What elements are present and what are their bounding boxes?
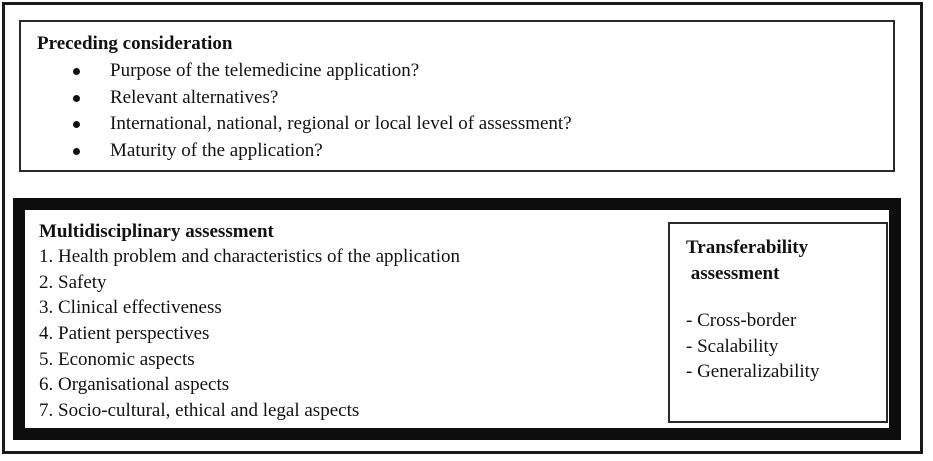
transferability-assessment-list	[686, 308, 819, 385]
list-item: 7. Socio-cultural, ethical and legal aspects	[39, 400, 360, 422]
list-item-text: Maturity of the application?	[110, 139, 323, 161]
list-item: - Scalability	[686, 335, 779, 357]
list-item: 2. Safety	[39, 271, 107, 293]
list-item: 4. Patient perspectives	[39, 323, 210, 345]
list-item: 1. Health problem and characteristics of the application	[39, 246, 461, 267]
multidisciplinary-assessment-list	[39, 244, 460, 424]
list-item-text: Purpose of the telemedicine application?	[110, 60, 420, 81]
preceding-consideration-title: Preceding consideration	[37, 33, 233, 54]
bullet-icon	[73, 68, 80, 75]
bullet-icon	[73, 95, 80, 102]
transferability-title-line2: assessment	[686, 263, 780, 284]
list-item: - Generalizability	[686, 361, 820, 382]
bullet-icon	[73, 148, 80, 155]
list-item: - Cross-border	[686, 310, 797, 331]
transferability-assessment-box	[668, 222, 888, 423]
list-item: 5. Economic aspects	[39, 348, 195, 370]
list-item-text: International, national, regional or local level of assessment?	[110, 113, 572, 134]
multidisciplinary-assessment-title: Multidisciplinary assessment	[39, 221, 274, 242]
transferability-title-line1: Transferability	[686, 237, 809, 258]
multidisciplinary-assessment-box	[13, 198, 901, 440]
list-item: 3. Clinical effectiveness	[39, 297, 222, 319]
transferability-assessment-title	[686, 235, 808, 287]
preceding-consideration-box	[19, 20, 895, 172]
list-item-text: Relevant alternatives?	[110, 86, 279, 108]
list-item: 6. Organisational aspects	[39, 374, 230, 396]
bullet-icon	[73, 121, 80, 128]
